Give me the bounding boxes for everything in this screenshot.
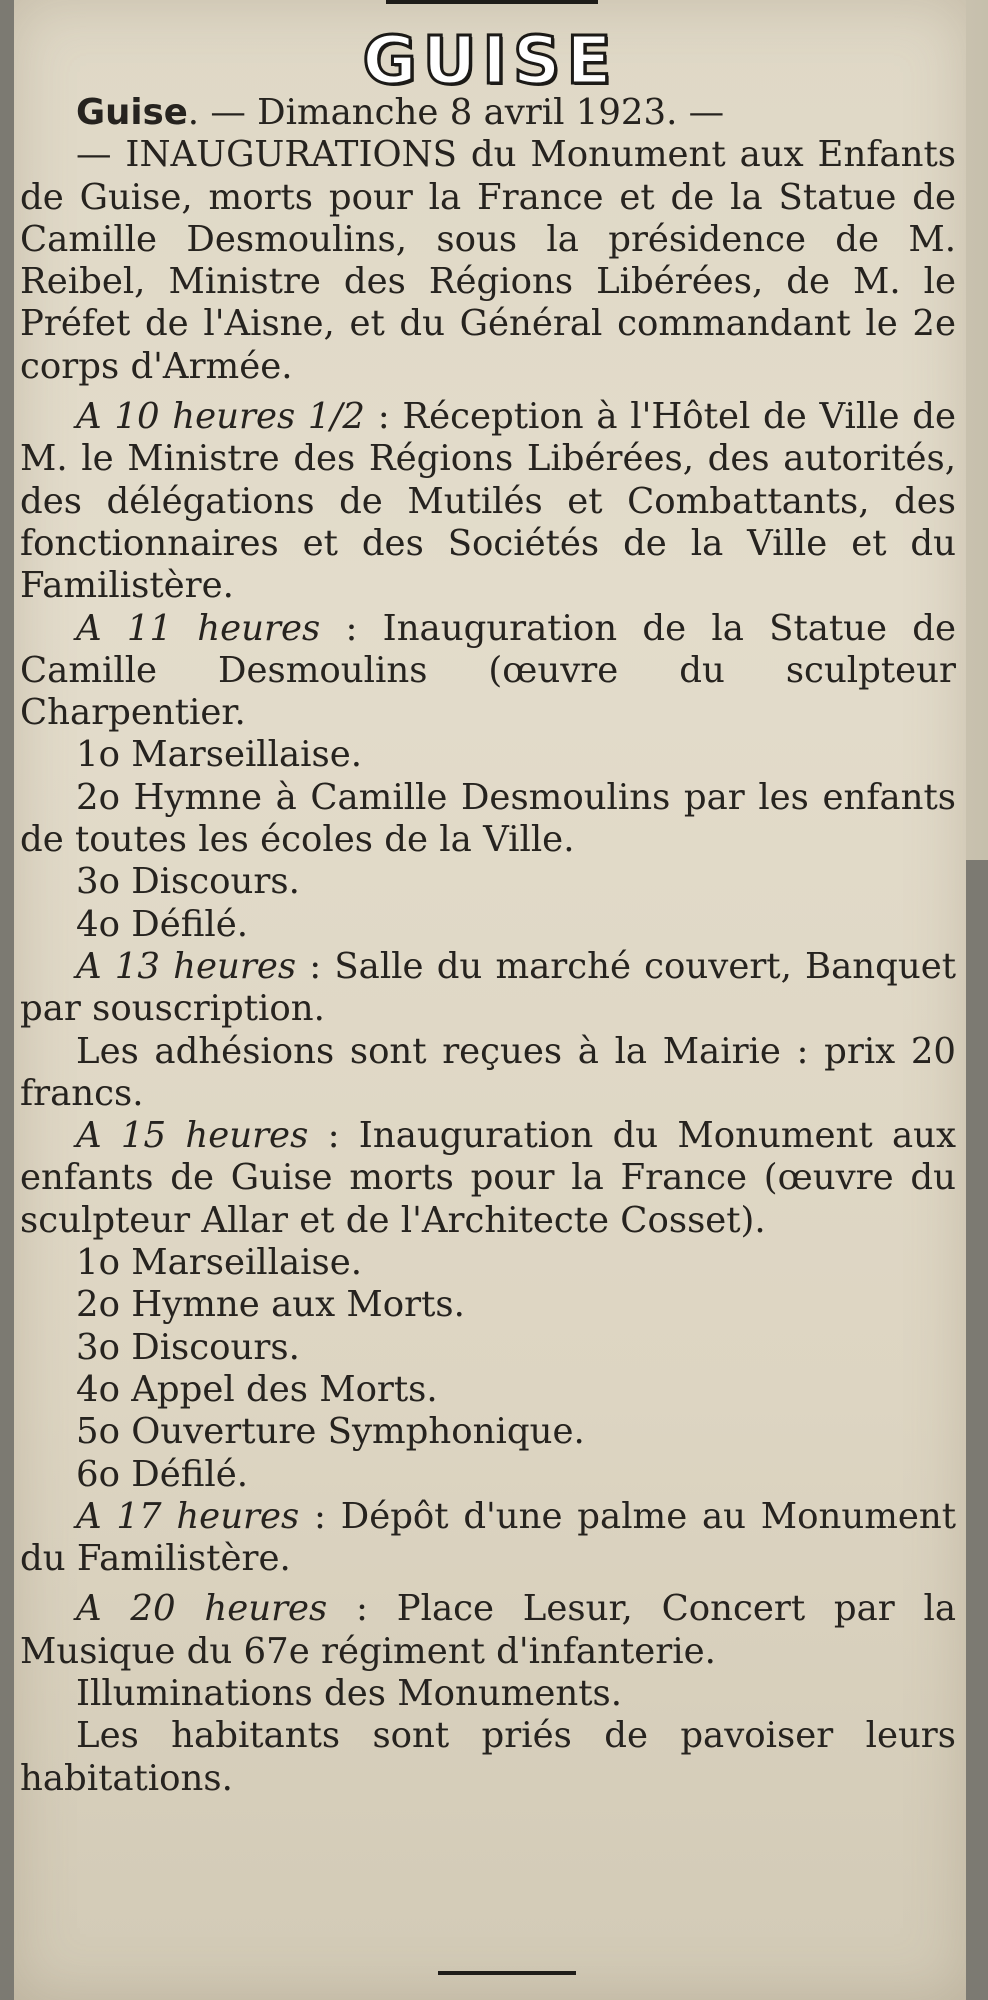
- schedule-13: [20, 946, 956, 1031]
- schedule-text: : Réception à l'Hôtel de Ville de M. le Ministre des Régions Libérées, des autorités, des délégations de Mutilés et Combattants, des fonctionnaires et des Sociétés de la Ville et du Familistère.: [20, 396, 956, 607]
- dateline: [20, 92, 956, 134]
- program-item: 6o Défilé.: [76, 1453, 249, 1495]
- program-item: 1o Marseillaise.: [76, 734, 363, 776]
- schedule-time: A 17 heures: [76, 1495, 300, 1537]
- schedule-text: : Salle du marché couvert, Banquet par souscription.: [20, 945, 956, 1030]
- schedule-text: : Inauguration de la Statue de Camille Desmoulins (œuvre du sculpteur Charpentier.: [20, 607, 957, 734]
- schedule-1030: [20, 396, 956, 607]
- dateline-city: Guise: [76, 92, 188, 133]
- schedule-time: A 20 heures: [76, 1588, 328, 1630]
- schedule-15: [20, 1115, 956, 1242]
- schedule-time: A 13 heures: [76, 945, 297, 987]
- program-item: 2o Hymne à Camille Desmoulins par les enfants de toutes les écoles de la Ville.: [20, 776, 956, 861]
- schedule-note: Les habitants sont priés de pavoiser leurs habitations.: [20, 1715, 956, 1799]
- schedule-time: A 11 heures: [76, 607, 321, 649]
- newspaper-column: [14, 0, 966, 2000]
- schedule-text: : Dépôt d'une palme au Monument du Familistère.: [20, 1495, 957, 1580]
- program-item: 3o Discours.: [76, 1326, 300, 1368]
- schedule-time: A 15 heures: [76, 1115, 309, 1157]
- dateline-date: . — Dimanche 8 avril 1923. —: [187, 92, 725, 133]
- schedule-11: [20, 608, 956, 735]
- program-item: 5o Ouverture Symphonique.: [76, 1411, 585, 1453]
- schedule-note: Les adhésions sont reçues à la Mairie : prix 20 francs.: [20, 1030, 956, 1114]
- schedule-text: : Inauguration du Monument aux enfants de Guise morts pour la France (œuvre du sculpteur Allar et de l'Architecte Cosset).: [20, 1115, 957, 1241]
- intro-paragraph: — INAUGURATIONS du Monument aux Enfants de Guise, morts pour la France et de la Statue de Camille Desmoulins, sous la présidence de M. Reibel, Ministre des Régions Libérées, de M. le Préfet de l'Aisne, et du Général commandant le 2e corps d'Armée.: [20, 134, 956, 387]
- top-rule: [386, 0, 598, 4]
- schedule-text: : Place Lesur, Concert par la Musique du 67e régiment d'infanterie.: [20, 1588, 956, 1672]
- program-item: 2o Hymne aux Morts.: [76, 1284, 465, 1326]
- schedule-17: [20, 1496, 956, 1581]
- program-item: 3o Discours.: [76, 861, 300, 903]
- program-item: 4o Défilé.: [76, 903, 249, 945]
- article-body: [20, 92, 956, 1800]
- program-item: 4o Appel des Morts.: [76, 1368, 438, 1410]
- schedule-time: A 10 heures 1/2: [76, 396, 366, 438]
- schedule-note: Illuminations des Monuments.: [76, 1672, 622, 1714]
- schedule-20: [20, 1588, 956, 1673]
- bottom-rule: [438, 1971, 576, 1975]
- program-item: 1o Marseillaise.: [76, 1242, 363, 1284]
- section-title: GUISE: [362, 22, 618, 99]
